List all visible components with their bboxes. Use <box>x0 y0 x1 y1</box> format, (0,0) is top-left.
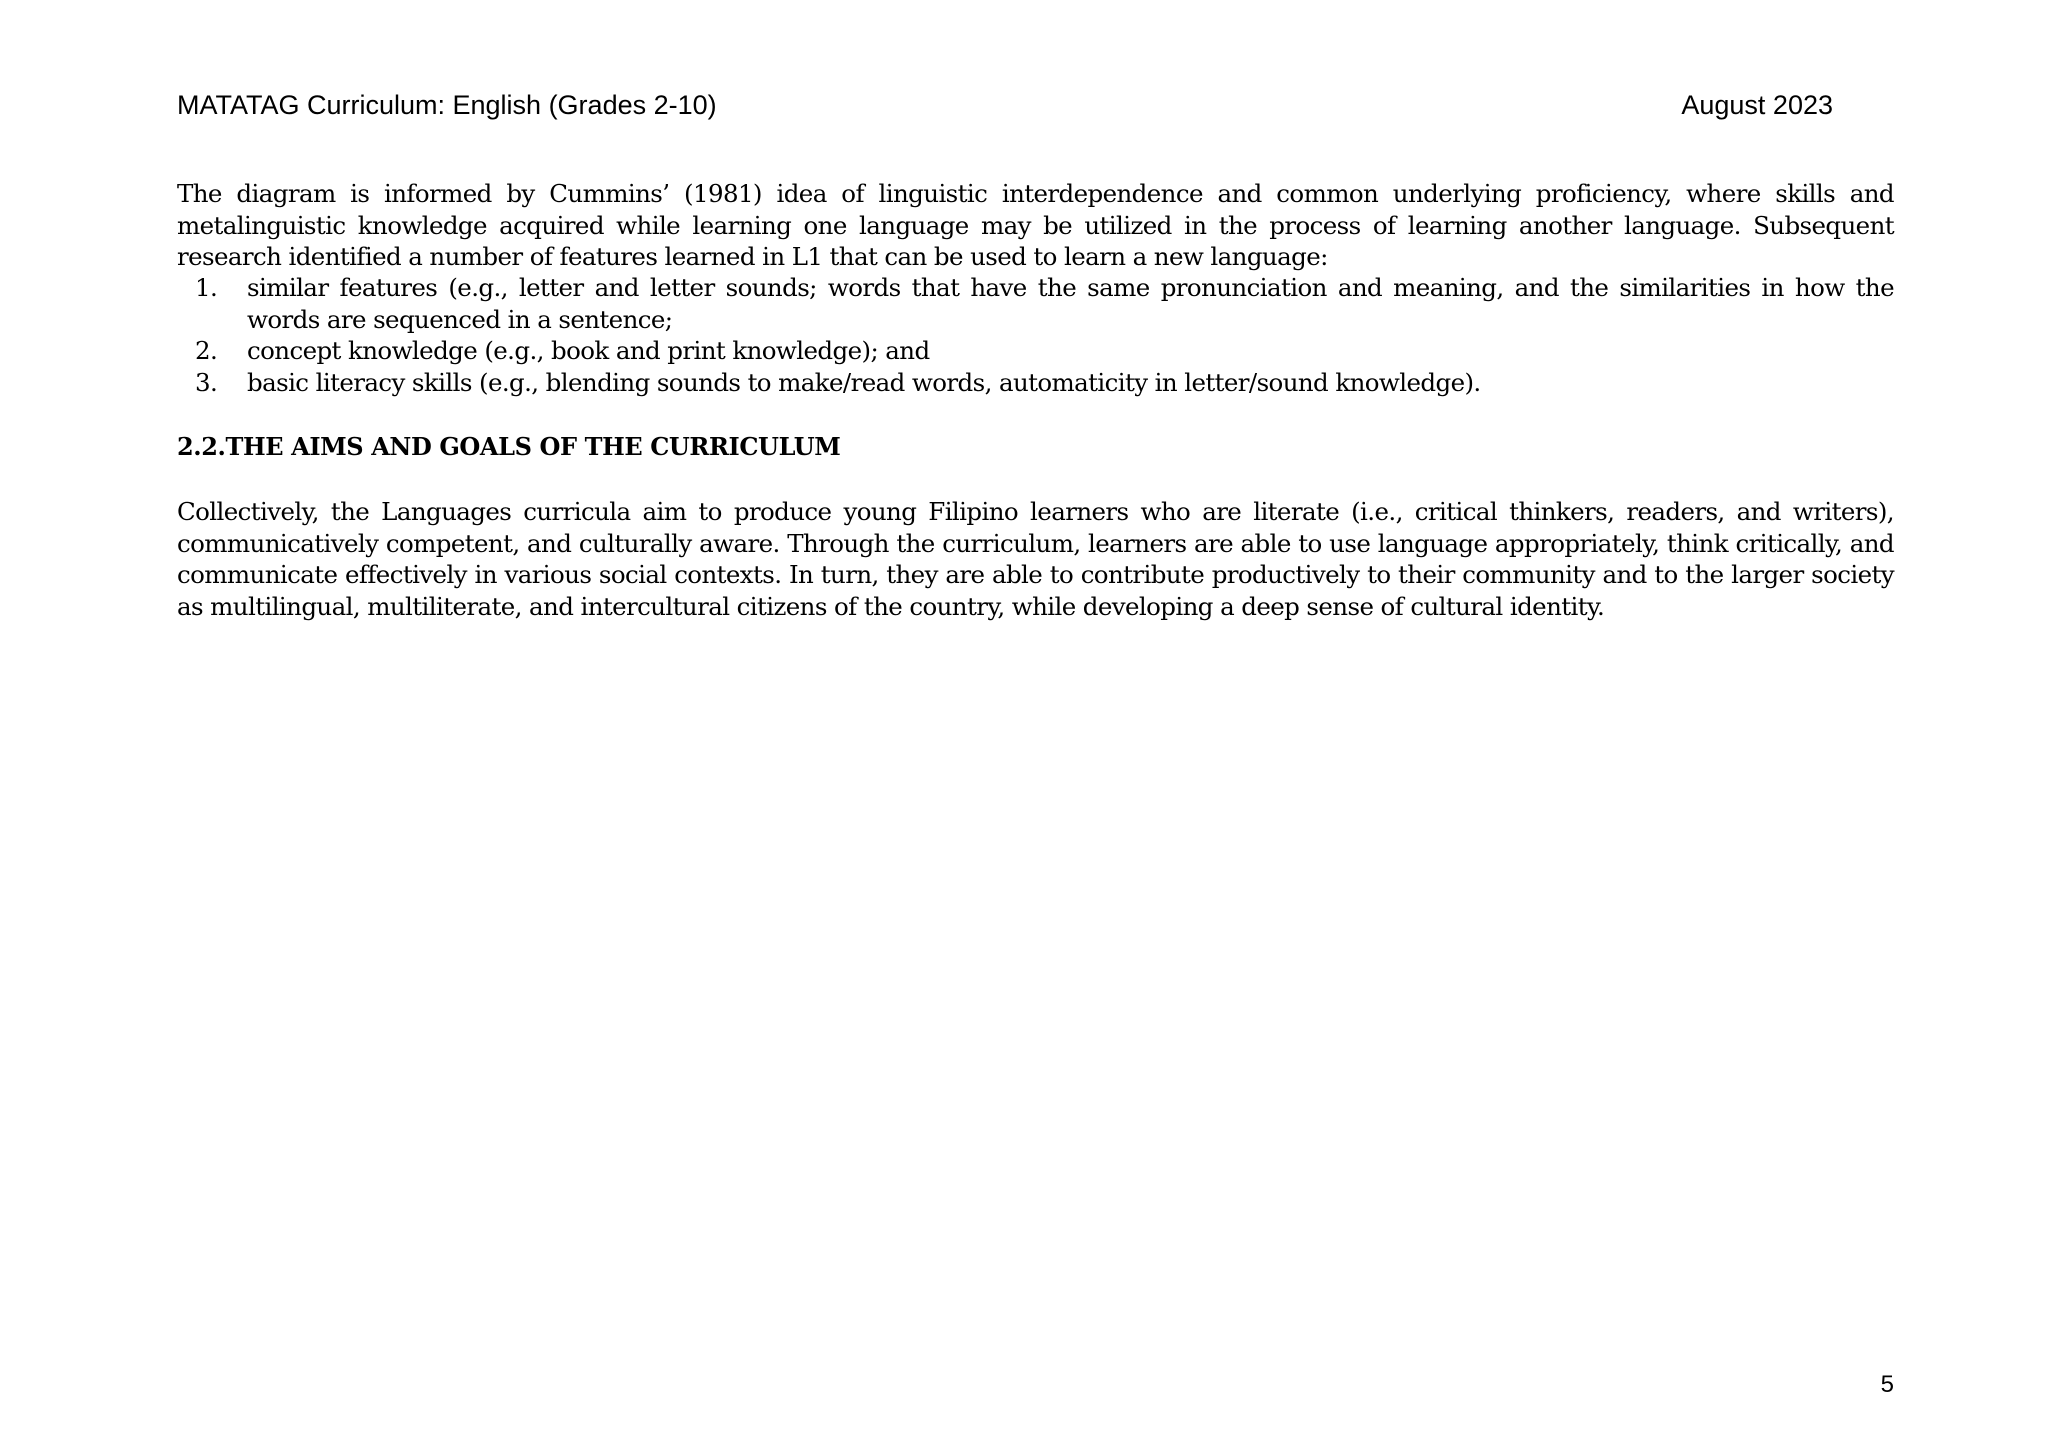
list-item-text: similar features (e.g., letter and letter sounds; words that have the same pronunciation and meaning, and the similarities in how the words are sequenced in a sentence; <box>247 273 1894 334</box>
list-item-number: 1. <box>195 273 218 302</box>
page-number: 5 <box>1880 1371 1894 1398</box>
list-item-number: 2. <box>195 336 218 365</box>
features-list <box>177 272 1894 398</box>
header-date: August 2023 <box>1681 90 1833 120</box>
list-item-text: concept knowledge (e.g., book and print knowledge); and <box>247 336 930 365</box>
section-heading: 2.2.THE AIMS AND GOALS OF THE CURRICULUM <box>177 432 841 461</box>
list-item-text: basic literacy skills (e.g., blending sounds to make/read words, automaticity in letter/sound knowledge). <box>247 367 1481 397</box>
intro-paragraph: The diagram is informed by Cummins’ (1981) idea of linguistic interdependence and common underlying proficiency, where skills and metalinguistic knowledge acquired while learning one language may be utilized in the process of learning another language. Subsequent research identified a number of features learned in L1 that can be used to learn a new language: <box>177 179 1894 271</box>
list-item <box>177 367 1894 399</box>
list-item <box>177 335 1894 367</box>
aims-paragraph: Collectively, the Languages curricula aim to produce young Filipino learners who are literate (i.e., critical thinkers, readers, and writers), communicatively competent, and culturally aware. Through the curriculum, learners are able to use language appropriately, think critically, and communicate effectively in various social contexts. In turn, they are able to contribute productively to their community and to the larger society as multilingual, multiliterate, and intercultural citizens of the country, while developing a deep sense of cultural identity. <box>177 497 1894 621</box>
header-title: MATATAG Curriculum: English (Grades 2-10) <box>177 90 717 120</box>
list-item-number: 3. <box>195 367 218 397</box>
list-item <box>177 272 1894 335</box>
